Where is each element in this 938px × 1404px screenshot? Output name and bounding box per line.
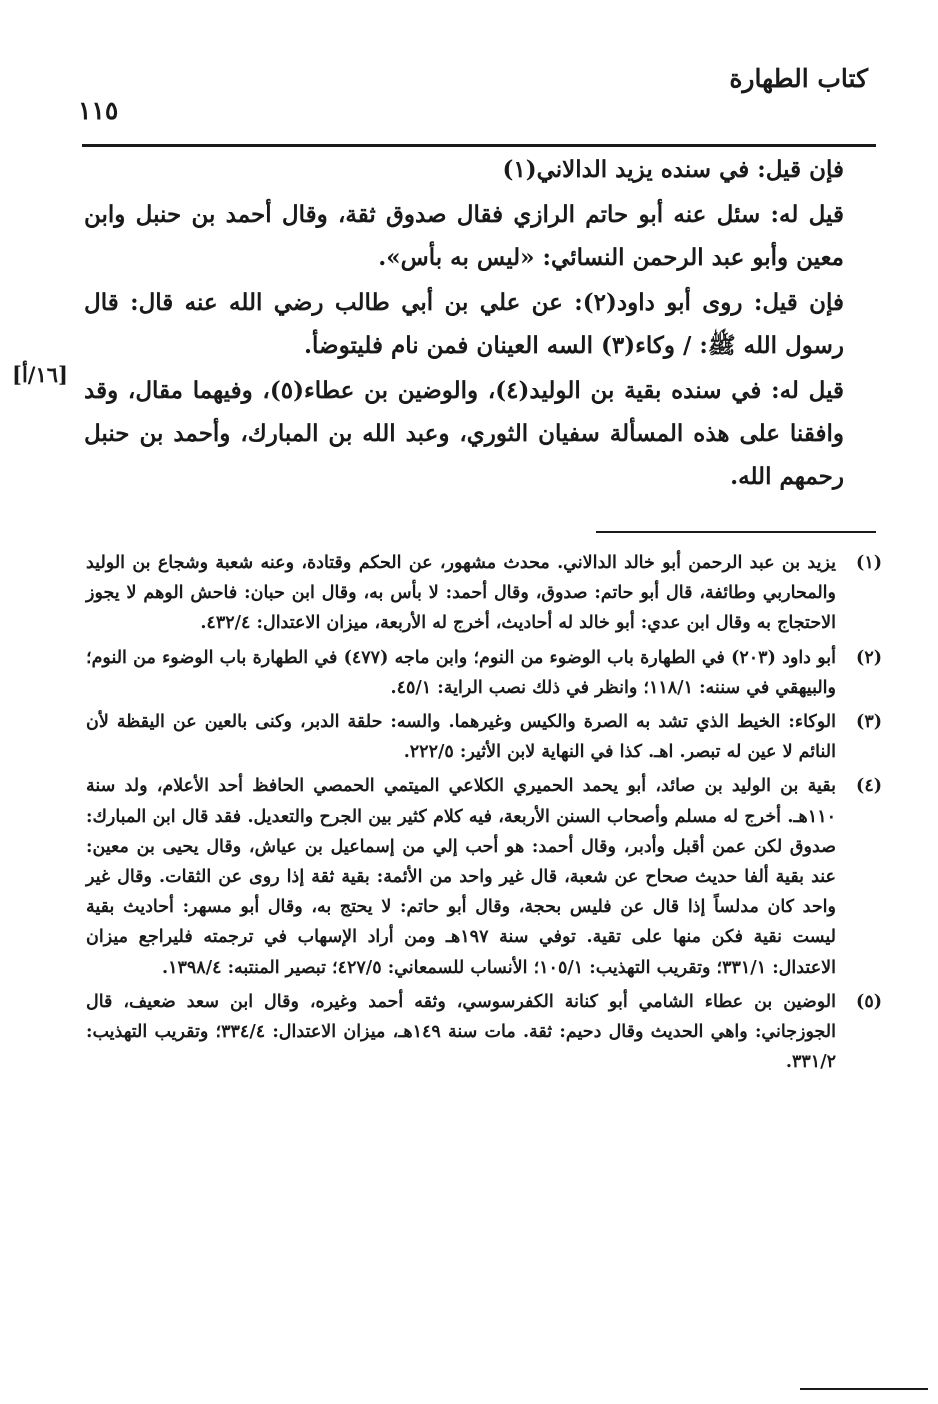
page-number: ١١٥ <box>78 96 119 125</box>
footnote <box>86 643 882 703</box>
footnote-number: (٥) <box>856 991 882 1012</box>
footnote <box>86 707 882 767</box>
footnote-number: (٣) <box>856 712 882 733</box>
footnotes <box>86 548 882 1081</box>
main-paragraph: فإن قيل: في سنده يزيد الدالاني(١) <box>502 156 844 183</box>
footnote-text: أبو داود (٢٠٣) في الطهارة باب الوضوء من النوم؛ وابن ماجه (٤٧٧) في الطهارة باب الوضوء من النوم؛ والبيهقي في سننه: ١١٨/١؛ وانظر في ذلك نصب الراية: ٤٥/١. <box>86 647 836 698</box>
main-paragraph: فإن قيل: روى أبو داود(٢): عن علي بن أبي طالب رضي الله عنه قال: قال رسول الله ﷺ: / وكاء(٣) السه العينان فمن نام فليتوضأ. <box>84 289 844 359</box>
running-header-title: كتاب الطهارة <box>729 64 868 93</box>
main-text <box>84 148 874 500</box>
bottom-edge-rule <box>800 1388 928 1390</box>
footnote <box>86 987 882 1078</box>
main-paragraph: قيل له: في سنده بقية بن الوليد(٤)، والوضين بن عطاء(٥)، وفيهما مقال، وقد وافقنا على هذه المسألة سفيان الثوري، وعبد الله بن المبارك، وأحمد بن حنبل رحمهم الله. <box>84 377 845 490</box>
footnote-text: الوضين بن عطاء الشامي أبو كنانة الكفرسوسي، وثقه أحمد وغيره، وقال ابن سعد ضعيف، قال الجوزجاني: واهي الحديث وقال دحيم: ثقة. مات سنة ١٤٩هـ، ميزان الاعتدال: ٣٣٤/٤؛ وتقريب التهذيب: ٣٣١/٢. <box>86 991 837 1073</box>
footnote-number: (٤) <box>856 776 882 797</box>
footnote-separator <box>596 531 876 533</box>
main-paragraph: قيل له: سئل عنه أبو حاتم الرازي فقال صدوق ثقة، وقال أحمد بن حنبل وابن معين وأبو عبد الرحمن النسائي: «ليس به بأس». <box>84 201 844 271</box>
footnote-text: بقية بن الوليد بن صائد، أبو يحمد الحميري الكلاعي الميتمي الحمصي الحافظ أحد الأعلام، ولد سنة ١١٠هـ. أخرج له مسلم وأصحاب السنن الأربعة، فيه كلام كثير بين الجرح والتعديل. فقد قال ابن المبارك: صدوق لكن عمن أقبل وأدبر، وقال أحمد: هو أحب إلي من إسماعيل بن عياش، وقال يحيى بن معين: عند بقية ألفا حديث صحاح عن شعبة، قال غير واحد من الأئمة: بقية ثقة إذا روى عن الثقات. وقال غير واحد كان مدلساً إذا قال عن فليس بحجة، وقال أبو حاتم: لا يحتج به، وقال أبو مسهر: أحاديث بقية ليست نقية فكن منها على تقية. توفي سنة ١٩٧هـ ومن أراد الإسهاب في ترجمته فليراجع ميزان الاعتدال: ٣٣١/١؛ وتقريب التهذيب: ١٠٥/١؛ الأنساب للسمعاني: ٤٢٧/٥؛ تبصير المنتبه: ١٣٩٨/٤. <box>86 776 837 978</box>
footnote-number: (١) <box>856 553 882 573</box>
footnote-text: الوكاء: الخيط الذي تشد به الصرة والكيس وغيرهما. والسه: حلقة الدبر، وكنى بالعين عن اليقظة لأن النائم لا عين له تبصر. اهـ. كذا في النهاية لابن الأثير: ٢٢٢/٥. <box>86 712 836 763</box>
header-rule <box>82 144 876 147</box>
footnote-text: يزيد بن عبد الرحمن أبو خالد الدالاني. محدث مشهور، عن الحكم وقتادة، وعنه شعبة وشجاع بن الوليد والمحاربي وطائفة، قال أبو حاتم: صدوق، وقال أحمد: لا بأس به، وقال ابن حبان: فاحش الوهم لا يجوز الاحتجاج به وقال ابن عدي: أبو خالد له أحاديث، أخرج له الأربعة، ميزان الاعتدال: ٤٣٢/٤. <box>86 553 836 634</box>
footnote <box>86 771 882 982</box>
footnote-number: (٢) <box>856 647 882 668</box>
folio-margin-note: [١٦/أ] <box>12 362 68 387</box>
footnote <box>86 548 882 639</box>
